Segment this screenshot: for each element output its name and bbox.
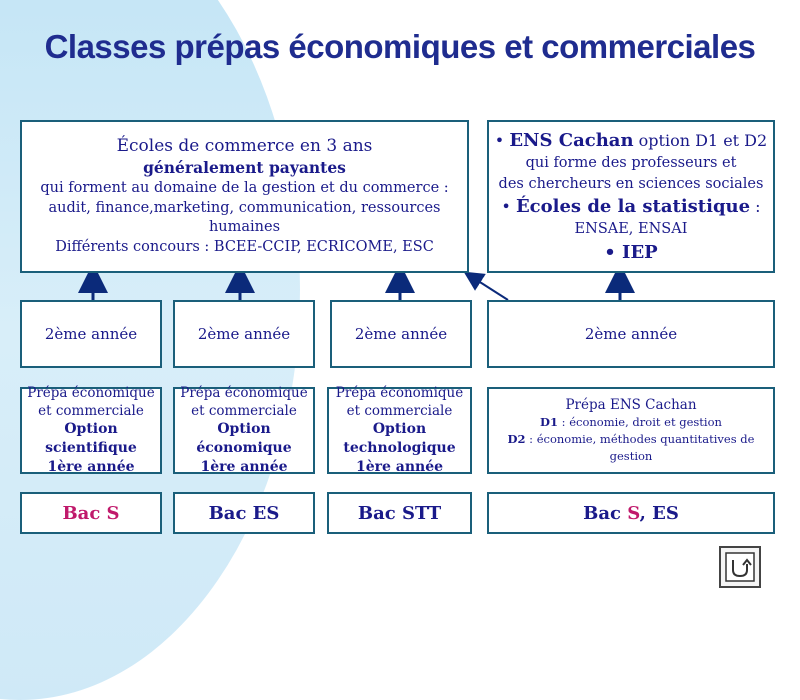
year1-box-ens (487, 387, 775, 474)
bac-box-es (173, 492, 315, 534)
year1-box-economic (173, 384, 315, 476)
d2-label: D2 (507, 431, 526, 446)
arrow-4 (472, 277, 508, 300)
ens-line-5: ENSAE, ENSAI (574, 221, 688, 238)
prepa-line: et commerciale (191, 403, 297, 420)
iep-label: IEP (622, 241, 658, 263)
bac-box-s (20, 492, 162, 534)
year2-label: 2ème année (354, 325, 448, 343)
d1-label: D1 (540, 414, 559, 429)
bac-prefix: Bac (583, 502, 628, 524)
year-line: 1ère année (355, 459, 444, 476)
prepa-line: Prépa économique (335, 384, 464, 401)
schools-line-1: Écoles de commerce en 3 ans (116, 136, 373, 157)
bullet: • (604, 241, 616, 263)
bac-box-s-es (487, 492, 775, 534)
bac-s-label (62, 503, 119, 524)
prepa-line: et commerciale (38, 403, 144, 420)
statistics-schools-label: Écoles de la statistique (515, 196, 751, 218)
prepa-line: Prépa économique (180, 384, 308, 401)
page-title: Classes prépas économiques et commerciales (44, 28, 756, 65)
d2-line (489, 431, 773, 466)
option-line: Option technologique (343, 421, 456, 457)
bac-prefix: Bac (62, 502, 107, 524)
year2-box-2 (173, 300, 315, 368)
ens-schools-box (487, 120, 775, 273)
colon: : (750, 197, 761, 217)
bac-es-label: Bac ES (208, 502, 280, 524)
return-button[interactable] (719, 546, 761, 588)
schools-line-4: audit, finance,marketing, communication, ressources humaines (48, 199, 441, 236)
return-arrow-icon (725, 552, 755, 582)
d2-text: : économie, méthodes quantitatives de gestion (525, 431, 755, 464)
year-line: 1ère année (47, 459, 135, 476)
bullet: • (501, 197, 511, 217)
year-line: 1ère année (200, 459, 288, 476)
ens-line-1 (495, 128, 767, 153)
year2-box-1 (20, 300, 162, 368)
bac-box-stt (327, 492, 472, 534)
year2-box-3 (330, 300, 472, 368)
bac-rest: , ES (639, 502, 679, 524)
bac-accent: S (106, 502, 120, 524)
ens-line-4 (501, 194, 760, 219)
year2-label: 2ème année (44, 325, 138, 343)
bac-accent: S (627, 502, 640, 524)
prepa-line: et commerciale (346, 403, 453, 420)
d1-text: : économie, droit et gestion (558, 414, 722, 429)
ens-cachan-label: ENS Cachan (509, 130, 634, 152)
option-line: Option scientifique (45, 421, 137, 457)
ens-option-label: option D1 et D2 (633, 131, 768, 151)
bac-stt-label: Bac STT (357, 502, 442, 524)
business-schools-box (20, 120, 469, 273)
d1-line (540, 414, 722, 431)
prepa-line: Prépa économique (27, 384, 155, 401)
ens-line-6 (604, 240, 657, 265)
option-line: Option économique (196, 421, 292, 457)
ens-line-3: des chercheurs en sciences sociales (498, 175, 764, 192)
year1-box-scientific (20, 384, 162, 476)
year2-label: 2ème année (584, 325, 678, 343)
schools-line-3: qui forment au domaine de la gestion et du commerce : (40, 180, 449, 197)
prepa-line: Prépa ENS Cachan (565, 396, 697, 413)
year2-box-4 (487, 300, 775, 368)
bullet: • (494, 131, 505, 151)
year1-box-technological (327, 384, 472, 476)
schools-line-2: généralement payantes (143, 158, 346, 178)
bac-s-es-label (583, 503, 679, 524)
year2-label: 2ème année (197, 325, 291, 343)
ens-line-2: qui forme des professeurs et (525, 155, 737, 172)
schools-line-5: Différents concours : BCEE-CCIP, ECRICOME, ESC (55, 238, 434, 255)
